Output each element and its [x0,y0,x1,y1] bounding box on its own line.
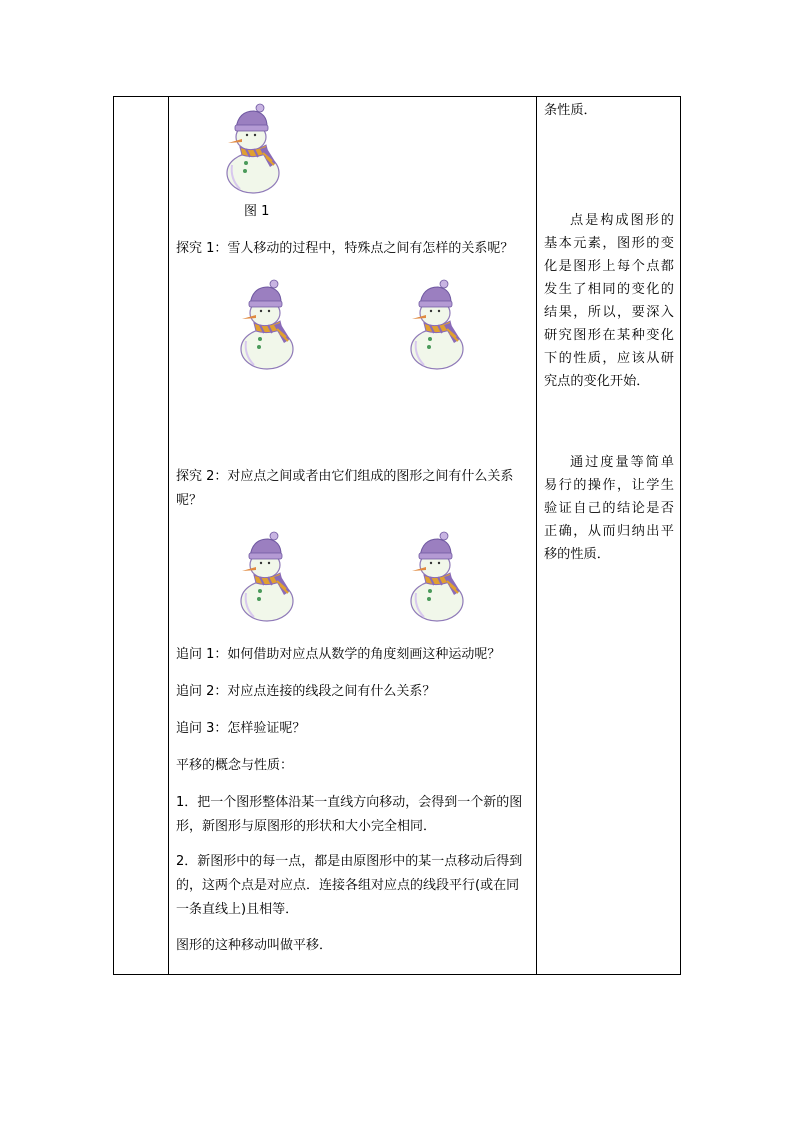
main-content-cell [170,97,534,974]
property-point-2: 2．新图形中的每一点，都是由原图形中的某一点移动后得到的，这两个点是对应点．连接各组对应点的线段平行(或在同一条直线上)且相等． [176,854,523,917]
side-note-fragment: 条性质． [544,103,597,118]
follow-up-question-2: 追问 2：对应点连接的线段之间有什么关系？ [176,684,436,699]
concept-title: 平移的概念与性质： [176,758,294,773]
side-note-measurement: 通过度量等简单易行的操作，让学生验证自己的结论是否正确，从而归纳出平移的性质． [544,455,674,562]
snowman-original-2 [234,529,298,625]
translation-definition: 图形的这种移动叫做平移． [176,938,333,953]
column-divider-right [536,97,537,974]
follow-up-question-3: 追问 3：怎样验证呢？ [176,721,306,736]
snowman-original-1 [234,277,298,373]
snowman-translated-1 [404,277,468,373]
follow-up-question-1: 追问 1：如何借助对应点从数学的角度刻画这种运动呢？ [176,647,501,662]
column-divider-left [168,97,169,974]
side-note-points: 点是构成图形的基本元素，图形的变化是图形上每个点都发生了相同的变化的结果，所以，要深入研究图形在某种变化下的性质，应该从研究点的变化开始． [544,213,674,389]
document-table [113,96,681,975]
snowman-translated-2 [404,529,468,625]
figure-caption: 图 1 [244,204,270,219]
side-notes-cell [538,97,680,974]
explore-question-2: 探究 2：对应点之间或者由它们组成的图形之间有什么关系呢？ [176,469,514,508]
property-point-1: 1．把一个图形整体沿某一直线方向移动，会得到一个新的图形，新图形与原图形的形状和大小完全相同． [176,795,523,834]
snowman-figure-1 [220,101,284,197]
explore-question-1: 探究 1：雪人移动的过程中，特殊点之间有怎样的关系呢？ [176,241,514,256]
